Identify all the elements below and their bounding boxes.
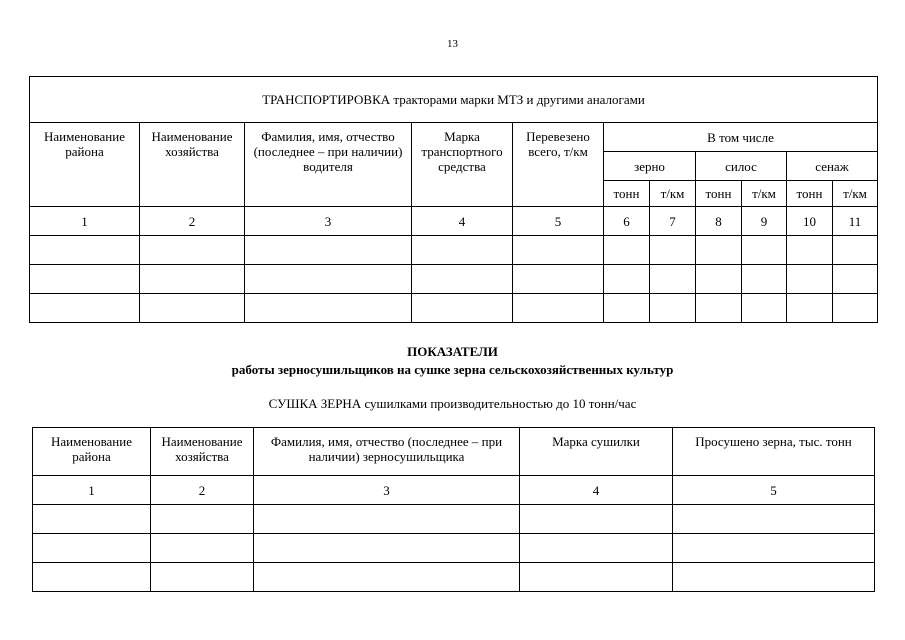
empty-cell[interactable] [673, 505, 875, 534]
empty-cell[interactable] [520, 534, 673, 563]
empty-cell[interactable] [30, 236, 140, 265]
empty-cell[interactable] [254, 563, 520, 592]
empty-cell[interactable] [604, 236, 650, 265]
transport-table-title: ТРАНСПОРТИРОВКА тракторами марки МТЗ и другими аналогами [30, 77, 878, 123]
column-number: 3 [245, 207, 412, 236]
empty-cell[interactable] [513, 265, 604, 294]
column-number: 1 [33, 476, 151, 505]
column-district: Наименование района [33, 428, 151, 476]
empty-cell[interactable] [650, 236, 696, 265]
empty-cell[interactable] [151, 563, 254, 592]
empty-cell[interactable] [151, 534, 254, 563]
empty-cell[interactable] [33, 505, 151, 534]
indicators-title: ПОКАЗАТЕЛИ [407, 344, 498, 359]
column-number: 6 [604, 207, 650, 236]
empty-cell[interactable] [650, 294, 696, 323]
empty-cell[interactable] [833, 236, 878, 265]
empty-cell[interactable] [787, 294, 833, 323]
column-number: 10 [787, 207, 833, 236]
empty-cell[interactable] [696, 236, 742, 265]
column-number: 4 [412, 207, 513, 236]
empty-cell[interactable] [787, 265, 833, 294]
empty-cell[interactable] [30, 294, 140, 323]
unit-tkm: т/км [833, 181, 878, 207]
column-farm: Наименование хозяйства [151, 428, 254, 476]
empty-cell[interactable] [513, 294, 604, 323]
empty-cell[interactable] [650, 265, 696, 294]
table-row [30, 294, 878, 323]
empty-cell[interactable] [412, 294, 513, 323]
indicators-subtitle: работы зерносушильщиков на сушке зерна сельскохозяйственных культур [231, 362, 674, 377]
unit-ton: тонн [604, 181, 650, 207]
column-grain-dried: Просушено зерна, тыс. тонн [673, 428, 875, 476]
empty-cell[interactable] [412, 265, 513, 294]
column-farm: Наименование хозяйства [140, 123, 245, 207]
transport-table [29, 76, 878, 323]
table-row [33, 534, 875, 563]
empty-cell[interactable] [833, 294, 878, 323]
column-number: 9 [742, 207, 787, 236]
empty-cell[interactable] [833, 265, 878, 294]
empty-cell[interactable] [673, 563, 875, 592]
subcolumn-haylage: сенаж [787, 152, 878, 181]
unit-ton: тонн [787, 181, 833, 207]
empty-cell[interactable] [696, 294, 742, 323]
empty-cell[interactable] [412, 236, 513, 265]
column-driver-name: Фамилия, имя, отчество (последнее – при наличии) водителя [245, 123, 412, 207]
column-number: 11 [833, 207, 878, 236]
column-number: 2 [151, 476, 254, 505]
subcolumn-silage: силос [696, 152, 787, 181]
column-total-transported: Перевезено всего, т/км [513, 123, 604, 207]
empty-cell[interactable] [254, 534, 520, 563]
empty-cell[interactable] [787, 236, 833, 265]
empty-cell[interactable] [696, 265, 742, 294]
page-number: 13 [447, 38, 458, 50]
empty-cell[interactable] [245, 294, 412, 323]
empty-cell[interactable] [673, 534, 875, 563]
column-number: 5 [673, 476, 875, 505]
column-number: 7 [650, 207, 696, 236]
table-row [30, 265, 878, 294]
column-number: 4 [520, 476, 673, 505]
drying-table [32, 427, 875, 592]
empty-cell[interactable] [140, 236, 245, 265]
subcolumn-grain: зерно [604, 152, 696, 181]
empty-cell[interactable] [30, 265, 140, 294]
column-number: 5 [513, 207, 604, 236]
column-number: 3 [254, 476, 520, 505]
table-row [30, 236, 878, 265]
empty-cell[interactable] [33, 534, 151, 563]
empty-cell[interactable] [140, 294, 245, 323]
unit-ton: тонн [696, 181, 742, 207]
column-vehicle-brand: Марка транспортного средства [412, 123, 513, 207]
empty-cell[interactable] [151, 505, 254, 534]
column-number: 2 [140, 207, 245, 236]
column-group-including: В том числе [604, 123, 878, 152]
empty-cell[interactable] [254, 505, 520, 534]
empty-cell[interactable] [245, 236, 412, 265]
empty-cell[interactable] [742, 294, 787, 323]
column-number: 8 [696, 207, 742, 236]
table-row [33, 563, 875, 592]
column-district: Наименование района [30, 123, 140, 207]
unit-tkm: т/км [650, 181, 696, 207]
empty-cell[interactable] [520, 505, 673, 534]
empty-cell[interactable] [604, 294, 650, 323]
empty-cell[interactable] [742, 265, 787, 294]
empty-cell[interactable] [33, 563, 151, 592]
drying-section-title: СУШКА ЗЕРНА сушилками производительностью до 10 тонн/час [268, 396, 637, 411]
column-dryer-brand: Марка сушилки [520, 428, 673, 476]
column-number: 1 [30, 207, 140, 236]
empty-cell[interactable] [513, 236, 604, 265]
table-row [33, 505, 875, 534]
empty-cell[interactable] [604, 265, 650, 294]
empty-cell[interactable] [140, 265, 245, 294]
empty-cell[interactable] [520, 563, 673, 592]
column-operator-name: Фамилия, имя, отчество (последнее – при наличии) зерносушильщика [254, 428, 520, 476]
empty-cell[interactable] [742, 236, 787, 265]
empty-cell[interactable] [245, 265, 412, 294]
unit-tkm: т/км [742, 181, 787, 207]
